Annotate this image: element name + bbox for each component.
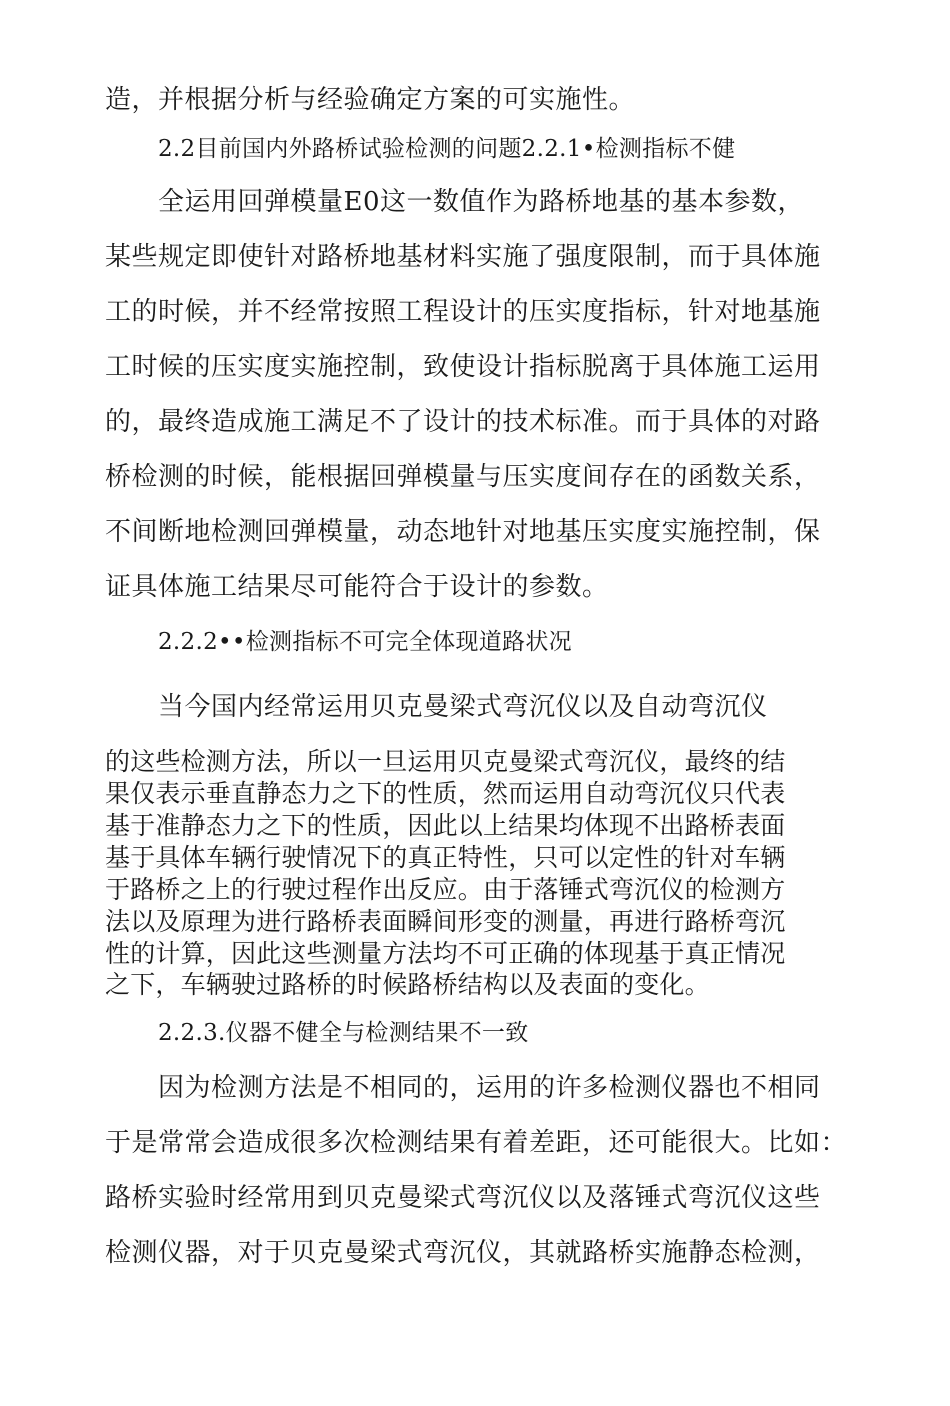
section-heading-2-2: 2.2目前国内外路桥试验检测的问题2.2.1•检测指标不健 <box>158 136 736 162</box>
body-text-line: 基于准静态力之下的性质，因此以上结果均体现不出路桥表面 <box>105 811 786 840</box>
section-heading-2-2-2: 2.2.2••检测指标不可完全体现道路状况 <box>158 629 572 655</box>
body-text-line: 不间断地检测回弹模量，动态地针对地基压实度实施控制，保 <box>105 517 821 547</box>
body-text-line: 的这些检测方法，所以一旦运用贝克曼梁式弯沉仪，最终的结 <box>105 747 786 776</box>
body-text-line: 工时候的压实度实施控制，致使设计指标脱离于具体施工运用 <box>105 352 821 382</box>
body-text-line: 桥检测的时候，能根据回弹模量与压实度间存在的函数关系， <box>105 462 821 492</box>
body-text-line: 某些规定即使针对路桥地基材料实施了强度限制，而于具体施 <box>105 242 821 272</box>
body-text-line: 于路桥之上的行驶过程作出反应。由于落锤式弯沉仪的检测方 <box>105 875 786 904</box>
body-text-line: 果仅表示垂直静态力之下的性质，然而运用自动弯沉仪只代表 <box>105 779 786 808</box>
body-text-line: 法以及原理为进行路桥表面瞬间形变的测量，再进行路桥弯沉 <box>105 907 786 936</box>
section-heading-2-2-3: 2.2.3.仪器不健全与检测结果不一致 <box>158 1020 529 1046</box>
body-text-line: 证具体施工结果尽可能符合于设计的参数。 <box>105 572 609 602</box>
body-text-line: 基于具体车辆行驶情况下的真正特性，只可以定性的针对车辆 <box>105 843 786 872</box>
body-text-line: 性的计算，因此这些测量方法均不可正确的体现基于真正情况 <box>105 939 786 968</box>
body-text-line: 的，最终造成施工满足不了设计的技术标准。而于具体的对路 <box>105 407 821 437</box>
body-text-line: 工的时候，并不经常按照工程设计的压实度指标，针对地基施 <box>105 297 821 327</box>
body-text-line: 之下，车辆驶过路桥的时候路桥结构以及表面的变化。 <box>105 970 710 999</box>
body-text-line: 全运用回弹模量E0这一数值作为路桥地基的基本参数， <box>158 187 805 217</box>
body-text-line: 当今国内经常运用贝克曼梁式弯沉仪以及自动弯沉仪 <box>158 692 768 722</box>
body-text-line: 路桥实验时经常用到贝克曼梁式弯沉仪以及落锤式弯沉仪这些 <box>105 1183 821 1213</box>
body-text-line: 因为检测方法是不相同的，运用的许多检测仪器也不相同 <box>158 1073 821 1103</box>
body-text-line: 造，并根据分析与经验确定方案的可实施性。 <box>105 85 636 115</box>
body-text-line: 检测仪器，对于贝克曼梁式弯沉仪，其就路桥实施静态检测， <box>105 1238 821 1268</box>
body-text-line: 于是常常会造成很多次检测结果有着差距，还可能很大。比如： <box>105 1128 848 1158</box>
